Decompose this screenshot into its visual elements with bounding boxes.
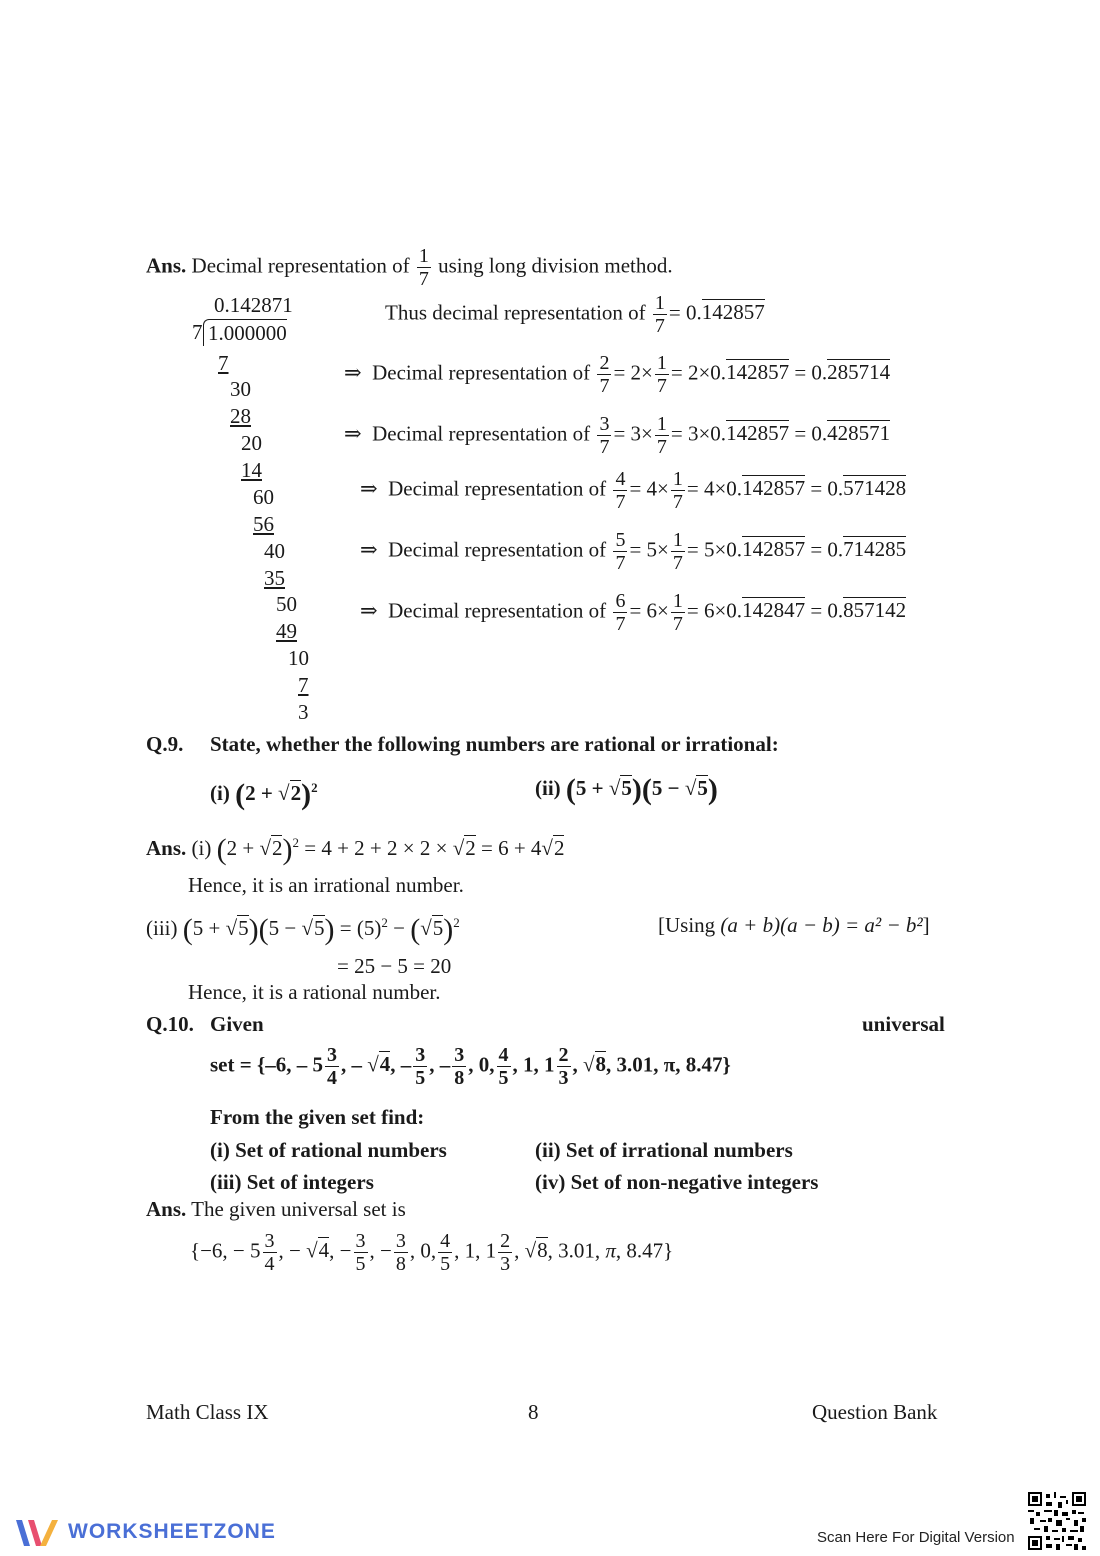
- equals-text: = 0.: [794, 421, 828, 446]
- implies-arrow: ⇒: [360, 598, 378, 623]
- q10-ans: [146, 1196, 406, 1222]
- fraction-one-seventh: $\frac{1}{7}$: [654, 292, 665, 337]
- hence-irrational: Hence, it is an irrational number.: [188, 873, 464, 897]
- result-row: [360, 590, 906, 635]
- brand-name: WORKSHEETZONE: [68, 1520, 276, 1543]
- q10-part-i: (i) Set of rational numbers: [210, 1138, 447, 1162]
- step-result: = 25 − 5 = 20: [337, 954, 452, 978]
- ans-intro: [146, 245, 673, 290]
- worksheetzone-logo: [14, 1516, 62, 1555]
- mid-text: = 3×0.: [670, 421, 727, 446]
- q9-question: State, whether the following numbers are rational or irrational:: [210, 732, 779, 756]
- result-row: [360, 529, 906, 574]
- equals-text: = 0.: [668, 300, 702, 325]
- q9-part-i: (i) $(2 + √2)^2$: [210, 778, 318, 812]
- mult-text: = 5×: [629, 537, 669, 562]
- fraction: $\frac{6}{7}$: [615, 590, 626, 635]
- ans-label: Ans.: [146, 253, 187, 278]
- equals-text: = 0.: [794, 360, 828, 385]
- ans-tail: using long division method.: [438, 253, 673, 278]
- implies-arrow: ⇒: [360, 476, 378, 501]
- ld-step: 40: [264, 539, 285, 563]
- result-digits: 857142: [843, 598, 907, 623]
- ld-step: 60: [253, 485, 274, 509]
- ld-dividend: 1.000000: [203, 319, 287, 346]
- ans-text: The given universal set is: [191, 1197, 406, 1221]
- repeating-digits: 142847: [742, 598, 806, 623]
- ld-quotient: 0.142871: [214, 293, 293, 317]
- using-text: [Using: [658, 913, 716, 937]
- ld-step: 7: [298, 673, 309, 697]
- result-prefix: Decimal representation of: [388, 537, 607, 562]
- q10-ans-set: {−6, − 5 $\frac{3}{4}$ , − √4, − $\frac{3}{5}$ , − $\frac{3}{8}$ , 0, $\frac{4}{5}$ , 1, 1 $\frac{2}{3}$ , √8, 3.01, π, 8.47}: [190, 1230, 674, 1275]
- page-number: 8: [528, 1400, 539, 1424]
- implies-arrow: ⇒: [344, 421, 362, 446]
- result-digits: 285714: [827, 360, 891, 385]
- qr-code[interactable]: [1028, 1492, 1086, 1550]
- q10-given: Given: [210, 1012, 264, 1036]
- mid-text: = 5×0.: [686, 537, 743, 562]
- mid-text: = 4×0.: [686, 476, 743, 501]
- ld-step: 49: [276, 619, 297, 643]
- part-label: (i): [191, 836, 212, 860]
- ld-step: 20: [241, 431, 262, 455]
- ld-step: 50: [276, 592, 297, 616]
- ld-step: 28: [230, 404, 251, 428]
- fraction-one-seventh: $\frac{1}{7}$: [672, 590, 683, 635]
- ld-step: 10: [288, 646, 309, 670]
- result-prefix: Decimal representation of: [388, 598, 607, 623]
- q9-label: Q.9.: [146, 732, 184, 756]
- repeating-digits: 142857: [726, 360, 790, 385]
- result-row: [344, 413, 890, 458]
- implies-arrow: ⇒: [360, 537, 378, 562]
- ld-divisor: 7: [192, 320, 203, 344]
- mult-text: = 2×: [613, 360, 653, 385]
- equals-text: = 0.: [810, 537, 844, 562]
- footer-subject: Math Class IX: [146, 1400, 269, 1424]
- result-row: [344, 352, 890, 397]
- q10-universal: universal: [862, 1012, 945, 1036]
- part-label: (i): [210, 781, 230, 805]
- result-prefix: Decimal representation of: [372, 421, 591, 446]
- ld-step: 7: [218, 351, 229, 375]
- ld-step: 56: [253, 512, 274, 536]
- q10-set: set = {–6, – 5 $\frac{3}{4}$ , – √4, – $\frac{3}{5}$ , – $\frac{3}{8}$ , 0, $\frac{4}{5}$ , 1, 1 $\frac{2}{3}$ , √8, 3.01, π, 8.47}: [210, 1044, 731, 1089]
- q10-label: Q.10.: [146, 1012, 194, 1036]
- set-label: set = {: [210, 1052, 266, 1077]
- q10-part-ii: (ii) Set of irrational numbers: [535, 1138, 793, 1162]
- q9-part-ii: (ii) (5 + √5)(5 − √5): [535, 773, 718, 807]
- q10-find: From the given set find:: [210, 1105, 425, 1129]
- fraction-one-seventh: $\frac{1}{7}$: [418, 245, 429, 290]
- result-row: [360, 468, 906, 513]
- result-digits: 428571: [827, 421, 891, 446]
- fraction: $\frac{3}{7}$: [599, 413, 610, 458]
- ans-label: Ans.: [146, 836, 187, 860]
- repeating-digits: 142857: [742, 476, 806, 501]
- fraction: $\frac{4}{7}$: [615, 468, 626, 513]
- thus-line: [385, 292, 765, 337]
- equals-text: = 0.: [810, 598, 844, 623]
- ans-label: Ans.: [146, 1197, 187, 1221]
- thus-text: Thus decimal representation of: [385, 300, 646, 325]
- fraction: $\frac{5}{7}$: [615, 529, 626, 574]
- identity-text: (a + b)(a − b) = a² − b²: [720, 913, 923, 937]
- fraction-one-seventh: $\frac{1}{7}$: [672, 529, 683, 574]
- expr-text: = 6 + 4: [480, 836, 542, 860]
- fraction: $\frac{2}{7}$: [599, 352, 610, 397]
- footer-title: Question Bank: [812, 1400, 938, 1424]
- hence-rational: Hence, it is a rational number.: [188, 980, 441, 1004]
- ans-text: Decimal representation of: [191, 253, 410, 278]
- fraction-one-seventh: $\frac{1}{7}$: [672, 468, 683, 513]
- part-label: (ii): [535, 776, 561, 800]
- qr-code-icon: [1028, 1492, 1086, 1550]
- mid-text: = 2×0.: [670, 360, 727, 385]
- mult-text: = 6×: [629, 598, 669, 623]
- using-identity: [658, 912, 930, 938]
- expr-text: = 4 + 2 + 2 × 2 ×: [304, 836, 448, 860]
- result-digits: 571428: [843, 476, 907, 501]
- repeating-digits: 142857: [726, 421, 790, 446]
- repeating-digits: 142857: [701, 300, 765, 325]
- result-prefix: Decimal representation of: [388, 476, 607, 501]
- ld-step: 30: [230, 377, 251, 401]
- result-digits: 714285: [843, 537, 907, 562]
- ld-step: 3: [298, 700, 309, 724]
- ld-step: 14: [241, 458, 262, 482]
- mult-text: = 4×: [629, 476, 669, 501]
- part-label: (iii): [146, 916, 178, 940]
- q10-part-iii: (iii) Set of integers: [210, 1170, 374, 1194]
- q10-part-iv: (iv) Set of non-negative integers: [535, 1170, 819, 1194]
- fraction-one-seventh: $\frac{1}{7}$: [656, 413, 667, 458]
- fraction-one-seventh: $\frac{1}{7}$: [656, 352, 667, 397]
- logo-icon: [14, 1516, 62, 1550]
- bracket: ]: [922, 913, 930, 937]
- q9-ans-i: Ans. (i) $(2 + √2)^2 = 4 + 2 + 2 \times 2 \times √2 = 6 + 4√2$: [146, 833, 565, 867]
- mult-text: = 3×: [613, 421, 653, 446]
- repeating-digits: 142857: [742, 537, 806, 562]
- ld-step: 35: [264, 566, 285, 590]
- q9-ans-iii: (iii) $(5 + √5)(5 - √5) = (5)^2 - (√5)^2$: [146, 913, 460, 947]
- implies-arrow: ⇒: [344, 360, 362, 385]
- mid-text: = 6×0.: [686, 598, 743, 623]
- scan-text: Scan Here For Digital Version: [817, 1529, 1015, 1546]
- equals-text: = 0.: [810, 476, 844, 501]
- result-prefix: Decimal representation of: [372, 360, 591, 385]
